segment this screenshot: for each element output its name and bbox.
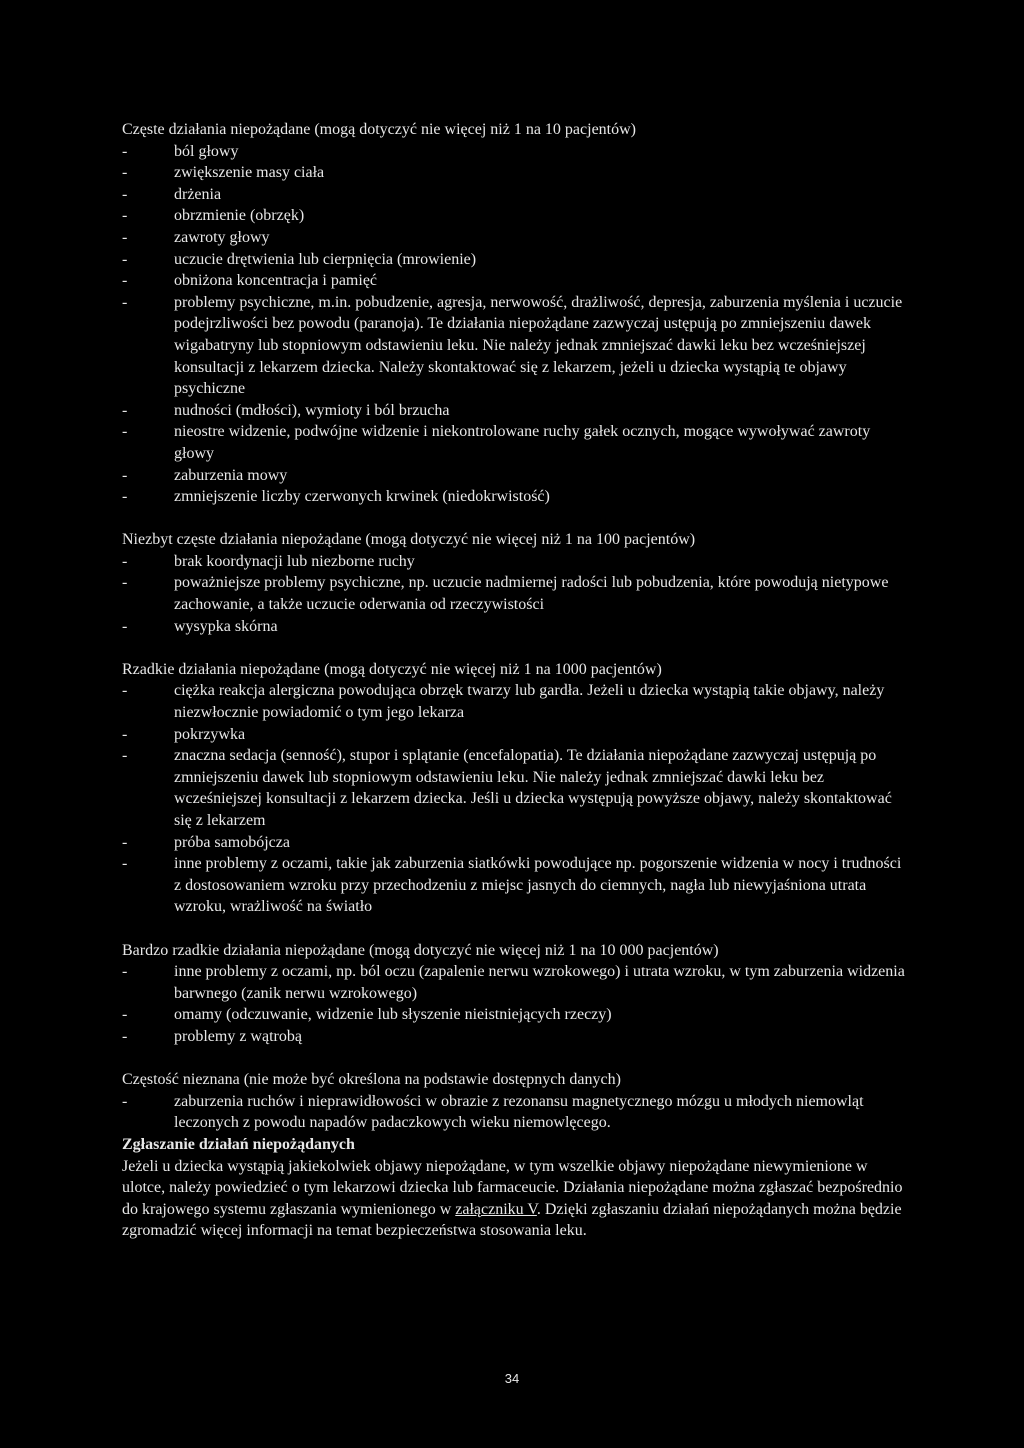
list-item <box>122 141 912 163</box>
dash-bullet: - <box>122 1092 128 1110</box>
dash-bullet: - <box>122 747 128 765</box>
list-item <box>122 832 912 854</box>
list-item-text: próba samobójcza <box>174 833 290 851</box>
list-item <box>122 270 912 292</box>
list-item <box>122 572 912 615</box>
list-item <box>122 421 912 464</box>
list-item <box>122 724 912 746</box>
section-heading: Bardzo rzadkie działania niepożądane (mogą dotyczyć nie więcej niż 1 na 10 000 pacjentów) <box>122 941 719 959</box>
list-item <box>122 227 912 249</box>
list-item-text: drżenia <box>174 185 222 203</box>
dash-bullet: - <box>122 142 128 160</box>
effects-list <box>122 680 912 918</box>
reporting-title: Zgłaszanie działań niepożądanych <box>122 1135 355 1153</box>
dash-bullet: - <box>122 466 128 484</box>
list-item <box>122 1026 912 1048</box>
list-item-text: ciężka reakcja alergiczna powodująca obrzęk twarzy lub gardła. Jeżeli u dziecka wystąpią takie objawy, należy niezwłocznie powiadomić o tym jego lekarza <box>174 682 885 722</box>
section-heading: Rzadkie działania niepożądane (mogą dotyczyć nie więcej niż 1 na 1000 pacjentów) <box>122 660 662 678</box>
effects-list <box>122 141 912 508</box>
list-item-text: znaczna sedacja (senność), stupor i splątanie (encefalopatia). Te działania niepożądane zazwyczaj ustępują po zmniejszeniu dawek lub stopniowym odstawieniu leku. Nie należy jednak zmniejszać dawki leku bez wcześniejszej konsultacji z lekarzem dziecka. Jeśli u dziecka występują powyższe objawy, należy skontaktować się z lekarzem <box>174 747 892 829</box>
list-item <box>122 162 912 184</box>
adverse-effects-sections <box>122 119 912 1134</box>
dash-bullet: - <box>122 164 128 182</box>
list-item-text: inne problemy z oczami, takie jak zaburzenia siatkówki powodujące np. pogorszenie widzenia w nocy i trudności z dostosowaniem wzroku przy przechodzeniu z miejsc jasnych do ciemnych, nagła lub niewyjaśniona utrata wzroku, wrażliwość na światło <box>174 855 902 916</box>
adverse-effects-section <box>122 1069 912 1134</box>
list-item-text: zaburzenia ruchów i nieprawidłowości w obrazie z rezonansu magnetycznego mózgu u młodych niemowląt leczonych z powodu napadów padaczkowych wieku niemowlęcego. <box>174 1092 864 1132</box>
dash-bullet: - <box>122 250 128 268</box>
list-item-text: nieostre widzenie, podwójne widzenie i niekontrolowane ruchy gałek ocznych, mogące wywoływać zawroty głowy <box>174 423 871 462</box>
list-item-text: poważniejsze problemy psychiczne, np. uczucie nadmiernej radości lub pobudzenia, które powodują nietypowe zachowanie, a także uczucie oderwania od rzeczywistości <box>174 574 889 614</box>
list-item <box>122 486 912 508</box>
dash-bullet: - <box>122 682 128 700</box>
list-item-text: nudności (mdłości), wymioty i ból brzucha <box>174 401 450 419</box>
list-item <box>122 205 912 227</box>
list-item <box>122 184 912 206</box>
dash-bullet: - <box>122 272 128 290</box>
list-item-text: problemy z wątrobą <box>174 1027 302 1045</box>
dash-bullet: - <box>122 963 128 981</box>
adverse-effects-section <box>122 119 912 508</box>
list-item <box>122 745 912 831</box>
section-heading: Niezbyt częste działania niepożądane (mogą dotyczyć nie więcej niż 1 na 100 pacjentów) <box>122 531 696 549</box>
dash-bullet: - <box>122 228 128 246</box>
list-item-text: uczucie drętwienia lub cierpnięcia (mrowienie) <box>174 250 477 268</box>
list-item <box>122 853 912 918</box>
dash-bullet: - <box>122 207 128 225</box>
list-item <box>122 551 912 573</box>
list-item-text: inne problemy z oczami, np. ból oczu (zapalenie nerwu wzrokowego) i utrata wzroku, w tym zaburzenia widzenia barwnego (zanik nerwu wzrokowego) <box>174 963 905 1002</box>
reporting-section <box>122 1134 912 1242</box>
list-item-text: problemy psychiczne, m.in. pobudzenie, agresja, nerwowość, drażliwość, depresja, zaburzenia myślenia i uczucie podejrzliwości bez powodu (paranoja). Te działania niepożądane zazwyczaj ustępują po zmniejszeniu dawek wigabatryny lub stopniowym odstawieniu leku. Nie należy jednak zmniejszać dawki leku bez wcześniejszej konsultacji z lekarzem dziecka. Należy skontaktować się z lekarzem, jeżeli u dziecka wystąpią te objawy psychiczne <box>174 293 903 398</box>
list-item-text: obniżona koncentracja i pamięć <box>174 272 378 290</box>
dash-bullet: - <box>122 725 128 743</box>
list-item-text: zaburzenia mowy <box>174 466 288 484</box>
list-item-text: pokrzywka <box>174 725 246 743</box>
list-item-text: brak koordynacji lub niezborne ruchy <box>174 552 415 570</box>
dash-bullet: - <box>122 617 128 635</box>
list-item <box>122 1004 912 1026</box>
reporting-text-after: . Dzięki zgłaszaniu działań niepożądanych można będzie zgromadzić więcej informacji na temat bezpieczeństwa stosowania leku. <box>122 1200 902 1240</box>
dash-bullet: - <box>122 1027 128 1045</box>
list-item <box>122 616 912 638</box>
list-item <box>122 961 912 1004</box>
dash-bullet: - <box>122 488 128 506</box>
dash-bullet: - <box>122 293 128 311</box>
list-item-text: zawroty głowy <box>174 228 270 246</box>
effects-list <box>122 961 912 1047</box>
list-item-text: zmniejszenie liczby czerwonych krwinek (niedokrwistość) <box>174 488 550 506</box>
dash-bullet: - <box>122 1006 128 1024</box>
list-item-text: obrzmienie (obrzęk) <box>174 207 305 225</box>
list-item-text: ból głowy <box>174 142 239 160</box>
section-heading: Częste działania niepożądane (mogą dotyczyć nie więcej niż 1 na 10 pacjentów) <box>122 121 636 138</box>
list-item-text: zwiększenie masy ciała <box>174 164 325 182</box>
list-item <box>122 249 912 271</box>
effects-list <box>122 1091 912 1134</box>
reporting-paragraph <box>122 1156 912 1242</box>
list-item-text: wysypka skórna <box>174 617 278 635</box>
adverse-effects-section <box>122 940 912 1048</box>
list-item <box>122 1091 912 1134</box>
list-item <box>122 680 912 723</box>
effects-list <box>122 551 912 637</box>
reporting-text-before: Jeżeli u dziecka wystąpią jakiekolwiek objawy niepożądane, w tym wszelkie objawy niepożądane niewymienione w ulotce, należy powiedzieć o tym lekarzowi dziecka lub farmaceucie. Działania niepożądane można zgłaszać bezpośrednio do krajowego systemu zgłaszania wymienionego w <box>122 1157 903 1218</box>
dash-bullet: - <box>122 574 128 592</box>
document-page <box>122 119 912 1242</box>
section-heading: Częstość nieznana (nie może być określona na podstawie dostępnych danych) <box>122 1071 621 1089</box>
dash-bullet: - <box>122 401 128 419</box>
page-number: 34 <box>504 1371 520 1386</box>
list-item <box>122 400 912 422</box>
adverse-effects-section <box>122 529 912 637</box>
dash-bullet: - <box>122 833 128 851</box>
dash-bullet: - <box>122 185 128 203</box>
adverse-effects-section <box>122 659 912 918</box>
list-item <box>122 292 912 400</box>
dash-bullet: - <box>122 552 128 570</box>
list-item <box>122 465 912 487</box>
annex-v-link[interactable]: załączniku V <box>455 1200 537 1218</box>
dash-bullet: - <box>122 423 128 441</box>
dash-bullet: - <box>122 855 128 873</box>
list-item-text: omamy (odczuwanie, widzenie lub słyszenie nieistniejących rzeczy) <box>174 1006 612 1024</box>
